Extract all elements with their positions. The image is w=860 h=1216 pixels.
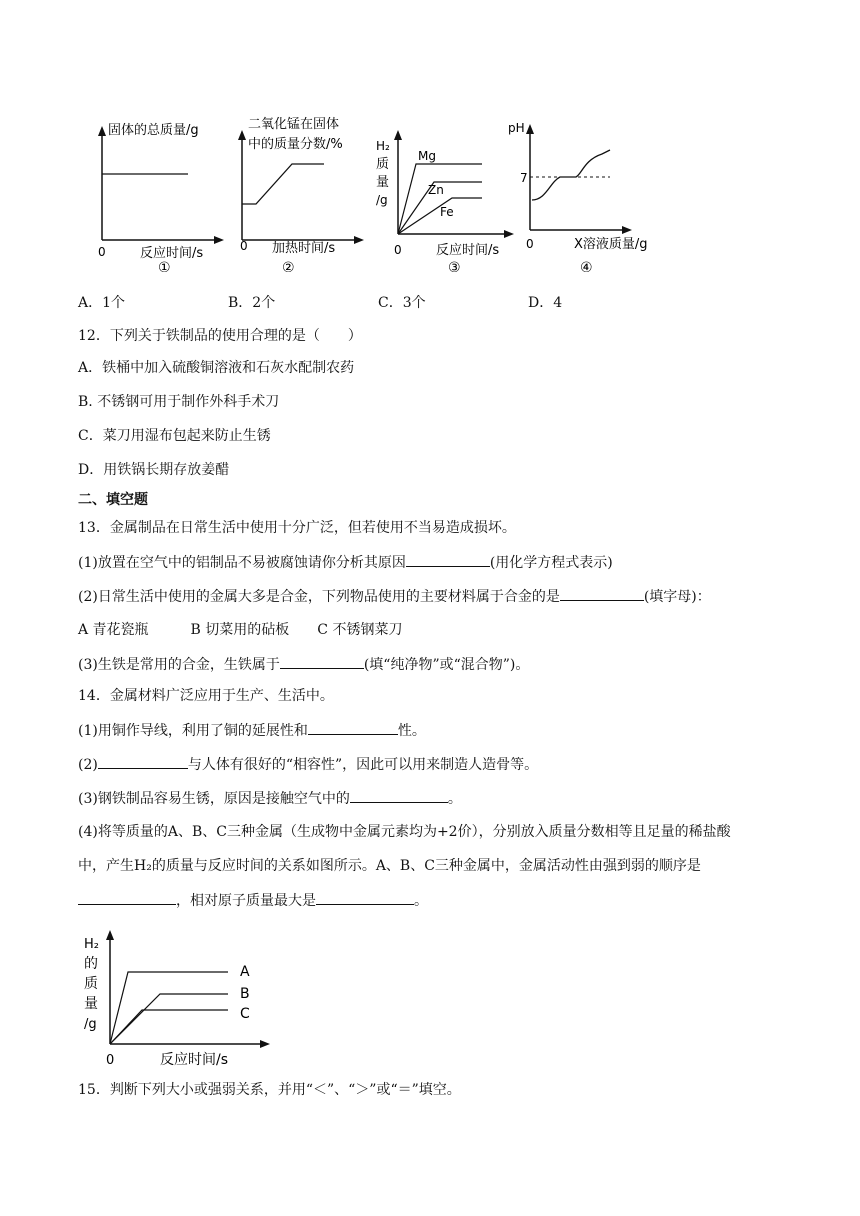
graph-5-origin: 0 <box>106 1053 115 1068</box>
q13-stem: 13．金属制品在日常生活中使用十分广泛，但若使用不当易造成损坏。 <box>78 520 516 536</box>
q11-option-a: A．1个 <box>78 295 126 311</box>
graph-1-solid-mass <box>78 112 228 272</box>
graph-4-number: ④ <box>580 260 593 272</box>
q13-part3-suffix: (填“纯净物”或“混合物”)。 <box>363 657 530 673</box>
graph-5-label-a: A <box>240 964 250 980</box>
graph-1-xlabel: 反应时间/s <box>140 246 204 261</box>
q13-part1-text: (1)放置在空气中的铝制品不易被腐蚀请你分析其原因 <box>78 555 406 571</box>
q14-part4-suffix: 。 <box>414 893 428 909</box>
graph-5-ylabel-liang: 量 <box>84 996 98 1012</box>
q14-part3-text: (3)钢铁制品容易生锈，原因是接触空气中的 <box>78 791 350 807</box>
q12-option-a: A．铁桶中加入硫酸铜溶液和石灰水配制农药 <box>78 360 355 376</box>
graph-2-origin: 0 <box>240 239 248 253</box>
q14-part1-blank[interactable] <box>308 720 398 735</box>
q14-part4-text: ，相对原子质量最大是 <box>176 893 316 909</box>
q14-stem: 14．金属材料广泛应用于生产、生活中。 <box>78 688 334 704</box>
graph-3-ylabel-liang: 量 <box>376 175 390 190</box>
q14-part2-text: 与人体有很好的“相容性”，因此可以用来制造人造骨等。 <box>187 757 539 773</box>
graph-5-line-a <box>110 972 228 1044</box>
graph-5-label-c: C <box>240 1006 250 1022</box>
graph-5-label-b: B <box>240 986 250 1002</box>
q11-option-c: C．3个 <box>378 295 426 311</box>
q13-part2-choices: A 青花瓷瓶 B 切菜用的砧板 C 不锈钢菜刀 <box>78 622 403 638</box>
graph-1-origin: 0 <box>98 245 106 259</box>
graph-3-ylabel-h2: H₂ <box>376 139 390 153</box>
q14-part3-suffix: 。 <box>447 791 462 807</box>
graph-4-ylabel: pH <box>508 121 525 135</box>
graph-5-ylabel-unit: /g <box>84 1017 97 1032</box>
q14-part4-blank-order[interactable] <box>78 890 176 905</box>
graph-3-ylabel-zhi: 质 <box>376 157 390 172</box>
graph-2-xlabel: 加热时间/s <box>272 241 336 256</box>
q14-part3 <box>78 788 462 809</box>
q14-part2-blank[interactable] <box>98 754 188 769</box>
q12-stem: 12．下列关于铁制品的使用合理的是（ ） <box>78 328 362 344</box>
graph-2-mno2-fraction <box>228 112 378 272</box>
q13-part2 <box>78 586 711 607</box>
q11-option-b: B．2个 <box>228 295 276 311</box>
q14-part4-line2: 中，产生H₂的质量与反应时间的关系如图所示。A、B、C三种金属中，金属活动性由强到弱的顺序是 <box>78 858 701 874</box>
q13-part3-text: (3)生铁是常用的合金，生铁属于 <box>78 657 280 673</box>
graph-3-origin: 0 <box>394 243 402 257</box>
q15-stem: 15．判断下列大小或强弱关系，并用“＜”、“＞”或“＝”填空。 <box>78 1082 461 1098</box>
q13-part2-blank[interactable] <box>560 586 644 601</box>
graph-4-xlabel: X溶液质量/g <box>574 237 648 252</box>
q14-part4-line3 <box>78 890 428 911</box>
q12-option-c: C．菜刀用湿布包起来防止生锈 <box>78 428 271 444</box>
q13-part2-suffix: (填字母)： <box>643 589 711 605</box>
graph-2-ylabel-line1: 二氧化锰在固体 <box>248 117 340 132</box>
q13-part3-blank[interactable] <box>280 654 364 669</box>
graph-2-ylabel-line2: 中的质量分数/% <box>248 137 343 152</box>
q13-part3 <box>78 654 529 675</box>
q14-part1-text: (1)用铜作导线，利用了铜的延展性和 <box>78 723 308 739</box>
q12-option-d: D．用铁锅长期存放姜醋 <box>78 462 230 478</box>
q14-part2-prefix: (2) <box>78 757 98 773</box>
graph-4-origin: 0 <box>526 237 534 251</box>
graph-2-series <box>242 164 324 204</box>
graph-4-ph <box>506 112 666 272</box>
graph-3-ylabel-unit: /g <box>376 193 388 207</box>
q14-part1 <box>78 720 426 741</box>
q14-part4-blank-mass[interactable] <box>316 890 414 905</box>
q13-part1 <box>78 552 613 573</box>
graph-3-mg-line <box>398 164 482 234</box>
graph-3-h2-mass <box>372 112 522 272</box>
q13-part1-blank[interactable] <box>406 552 490 567</box>
graph-3-label-mg: Mg <box>418 149 436 163</box>
graph-5-line-b <box>110 994 228 1044</box>
graph-5-xlabel: 反应时间/s <box>160 1052 229 1068</box>
graph-3-number: ③ <box>448 260 461 272</box>
q14-part1-suffix: 性。 <box>397 723 426 739</box>
q13-part1-suffix: (用化学方程式表示) <box>489 555 613 571</box>
graph-3-label-fe: Fe <box>440 205 454 219</box>
q12-option-b: B. 不锈钢可用于制作外科手术刀 <box>78 394 280 410</box>
q14-part4-line1: (4)将等质量的A、B、C三种金属（生成物中金属元素均为+2价），分别放入质量分数相等且足量的稀盐酸 <box>78 824 731 840</box>
graph-5-h2-abc <box>78 920 278 1070</box>
section-heading-fill-blank: 二、填空题 <box>78 492 148 508</box>
graph-1-number: ① <box>158 260 171 272</box>
q11-option-d: D．4 <box>528 295 563 311</box>
graph-5-ylabel-h2: H₂ <box>84 937 99 952</box>
graph-4-seven: 7 <box>520 171 528 185</box>
graph-5-ylabel-de: 的 <box>84 956 98 972</box>
graph-2-number: ② <box>282 260 295 272</box>
q14-part3-blank[interactable] <box>350 788 448 803</box>
q13-part2-text: (2)日常生活中使用的金属大多是合金，下列物品使用的主要材料属于合金的是 <box>78 589 560 605</box>
graph-1-ylabel: 固体的总质量/g <box>108 123 199 138</box>
graph-3-label-zn: Zn <box>428 183 444 197</box>
graph-4-series <box>532 150 610 200</box>
graph-5-ylabel-zhi: 质 <box>84 976 98 992</box>
graph-3-xlabel: 反应时间/s <box>436 243 500 258</box>
q14-part2 <box>78 754 538 775</box>
